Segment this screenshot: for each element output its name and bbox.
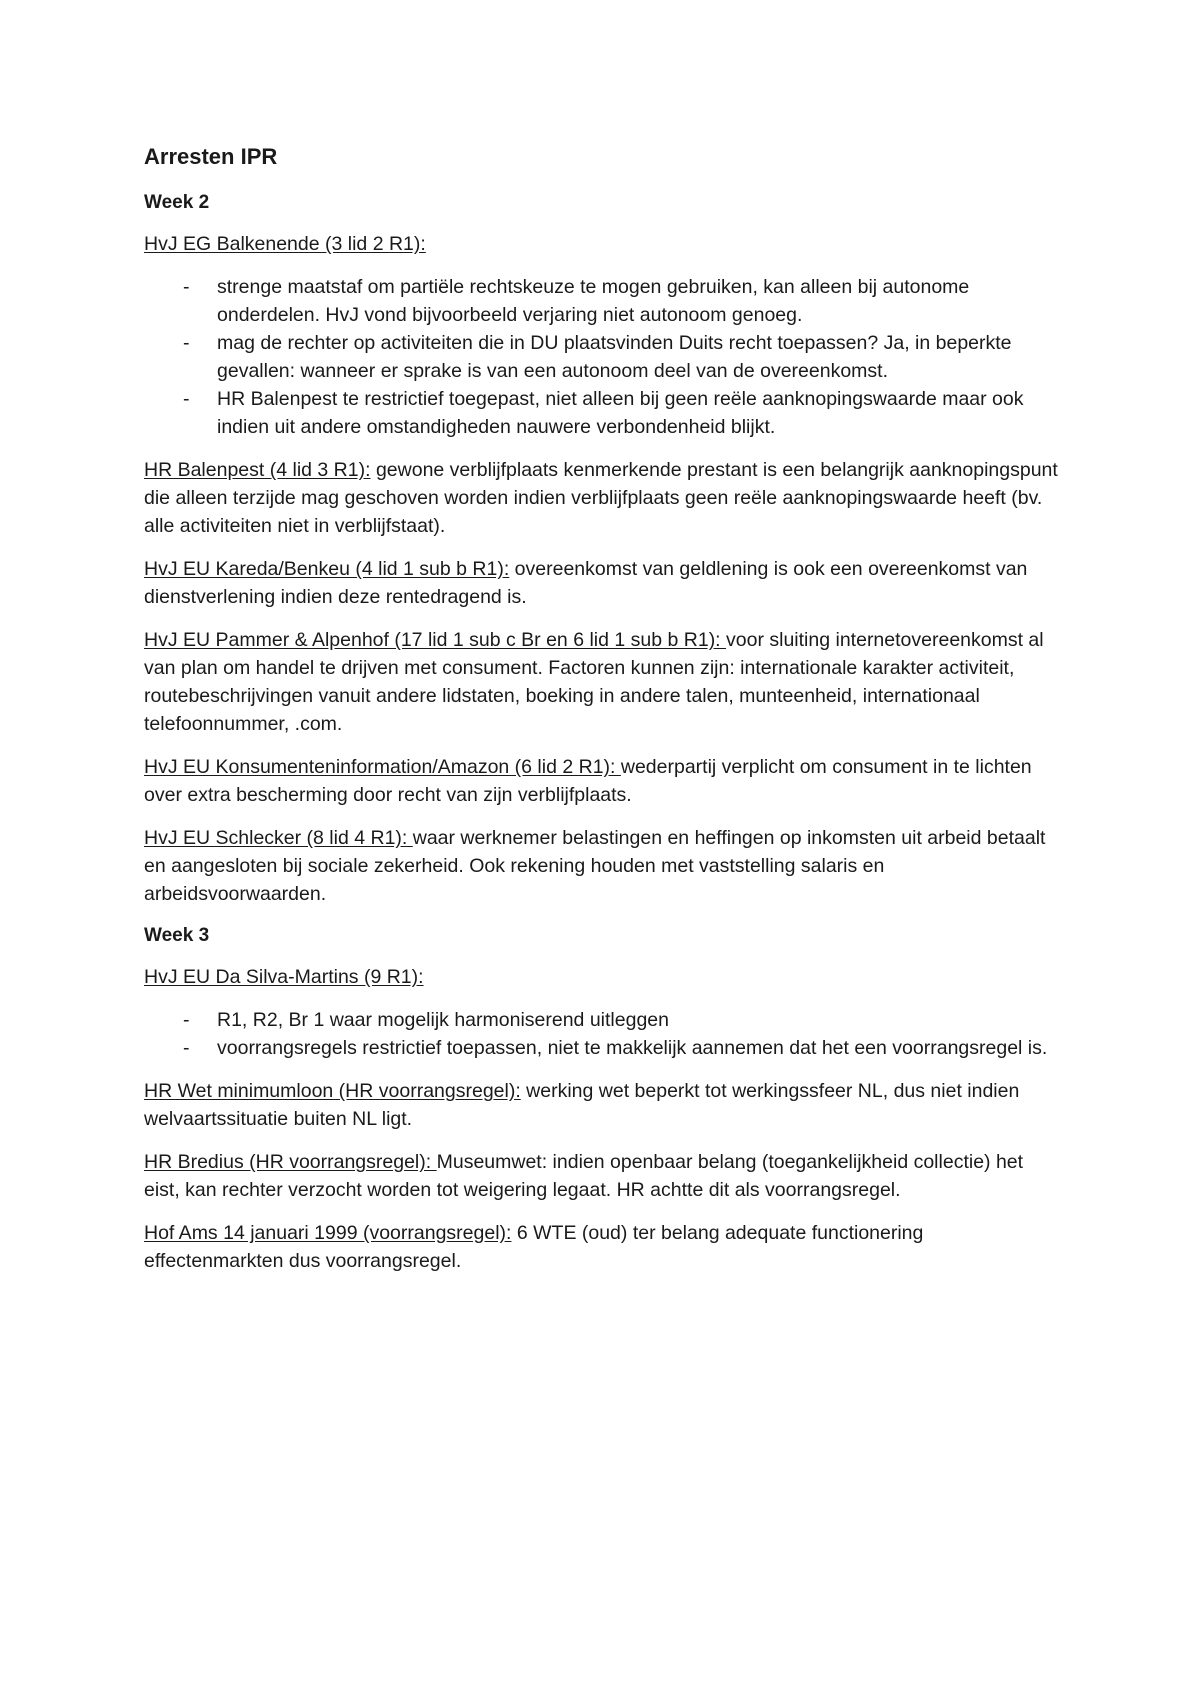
da-silva-martins-bullet-list — [144, 1006, 1064, 1062]
dash-icon: - — [183, 332, 190, 354]
case-reference: Hof Ams 14 januari 1999 (voorrangsregel): — [144, 1222, 512, 1244]
dash-icon: - — [183, 388, 190, 410]
document-page — [144, 142, 1064, 1290]
case-reference: HvJ EU Konsumenteninformation/Amazon (6 lid 2 R1): — [144, 756, 621, 778]
case-text: waar werknemer belastingen en heffingen op inkomsten uit arbeid betaalt en aangesloten bij sociale zekerheid. Ook rekening houden met vaststelling salaris en arbeidsvoorwaarden. — [144, 827, 1046, 905]
case-konsumenteninformation-amazon — [144, 753, 1064, 809]
case-reference: HvJ EU Schlecker (8 lid 4 R1): — [144, 827, 413, 849]
case-text: werking wet beperkt tot werkingssfeer NL, dus niet indien welvaartssituatie buiten NL ligt. — [144, 1080, 1020, 1130]
case-schlecker — [144, 824, 1064, 908]
list-item: - strenge maatstaf om partiële rechtskeuze te mogen gebruiken, kan alleen bij autonome onderdelen. HvJ vond bijvoorbeeld verjaring niet autonoom genoeg. — [144, 273, 1064, 329]
case-text: gewone verblijfplaats kenmerkende prestant is een belangrijk aanknopingspunt die alleen terzijde mag geschoven worden indien verblijfplaats geen reële aanknopingswaarde heeft (bv. alle activiteiten niet in verblijfstaat). — [144, 459, 1058, 537]
case-text: 6 WTE (oud) ter belang adequate functionering effectenmarkten dus voorrangsregel. — [144, 1222, 924, 1272]
case-wet-minimumloon — [144, 1077, 1064, 1133]
dash-icon: - — [183, 1009, 190, 1031]
case-text: wederpartij verplicht om consument in te lichten over extra bescherming door recht van zijn verblijfplaats. — [144, 756, 1032, 806]
case-text: voor sluiting internetovereenkomst al van plan om handel te drijven met consument. Factoren kunnen zijn: internationale karakter activiteit, routebeschrijvingen vanuit andere lidstaten, boeking in andere talen, munteenheid, internationaal telefoonnummer, .com. — [144, 629, 1044, 735]
case-reference: HvJ EU Pammer & Alpenhof (17 lid 1 sub c Br en 6 lid 1 sub b R1): — [144, 629, 727, 651]
list-item: - HR Balenpest te restrictief toegepast, niet alleen bij geen reële aanknopingswaarde maar ook indien uit andere omstandigheden nauwere verbondenheid blijkt. — [144, 385, 1064, 441]
week-2-heading: Week 2 — [144, 192, 210, 213]
case-text: overeenkomst van geldlening is ook een overeenkomst van dienstverlening indien deze rentedragend is. — [144, 558, 1028, 608]
balkenende-bullet-list — [144, 273, 1064, 441]
list-item: - voorrangsregels restrictief toepassen, niet te makkelijk aannemen dat het een voorrangsregel is. — [144, 1034, 1064, 1062]
case-reference: HR Balenpest (4 lid 3 R1): — [144, 459, 371, 481]
case-reference: HvJ EG Balkenende (3 lid 2 R1): — [144, 233, 426, 255]
case-balenpest — [144, 456, 1064, 540]
list-item: - mag de rechter op activiteiten die in DU plaatsvinden Duits recht toepassen? Ja, in beperkte gevallen: wanneer er sprake is van een autonoom deel van de overeenkomst. — [144, 329, 1064, 385]
case-text: Museumwet: indien openbaar belang (toegankelijkheid collectie) het eist, kan rechter verzocht worden tot weigering legaat. HR achtte dit als voorrangsregel. — [144, 1151, 1024, 1201]
case-balkenende — [144, 230, 1064, 258]
case-pammer-alpenhof — [144, 626, 1064, 738]
dash-icon: - — [183, 276, 190, 298]
case-hof-ams — [144, 1219, 1064, 1275]
case-kareda-benkeu — [144, 555, 1064, 611]
case-da-silva-martins — [144, 963, 1064, 991]
case-reference: HR Bredius (HR voorrangsregel): — [144, 1151, 437, 1173]
case-reference: HvJ EU Kareda/Benkeu (4 lid 1 sub b R1): — [144, 558, 510, 580]
case-bredius — [144, 1148, 1064, 1204]
document-title: Arresten IPR — [144, 144, 278, 169]
case-reference: HR Wet minimumloon (HR voorrangsregel): — [144, 1080, 521, 1102]
list-item: - R1, R2, Br 1 waar mogelijk harmoniserend uitleggen — [144, 1006, 1064, 1034]
dash-icon: - — [183, 1037, 190, 1059]
case-reference: HvJ EU Da Silva-Martins (9 R1): — [144, 966, 424, 988]
week-3-heading: Week 3 — [144, 925, 210, 946]
